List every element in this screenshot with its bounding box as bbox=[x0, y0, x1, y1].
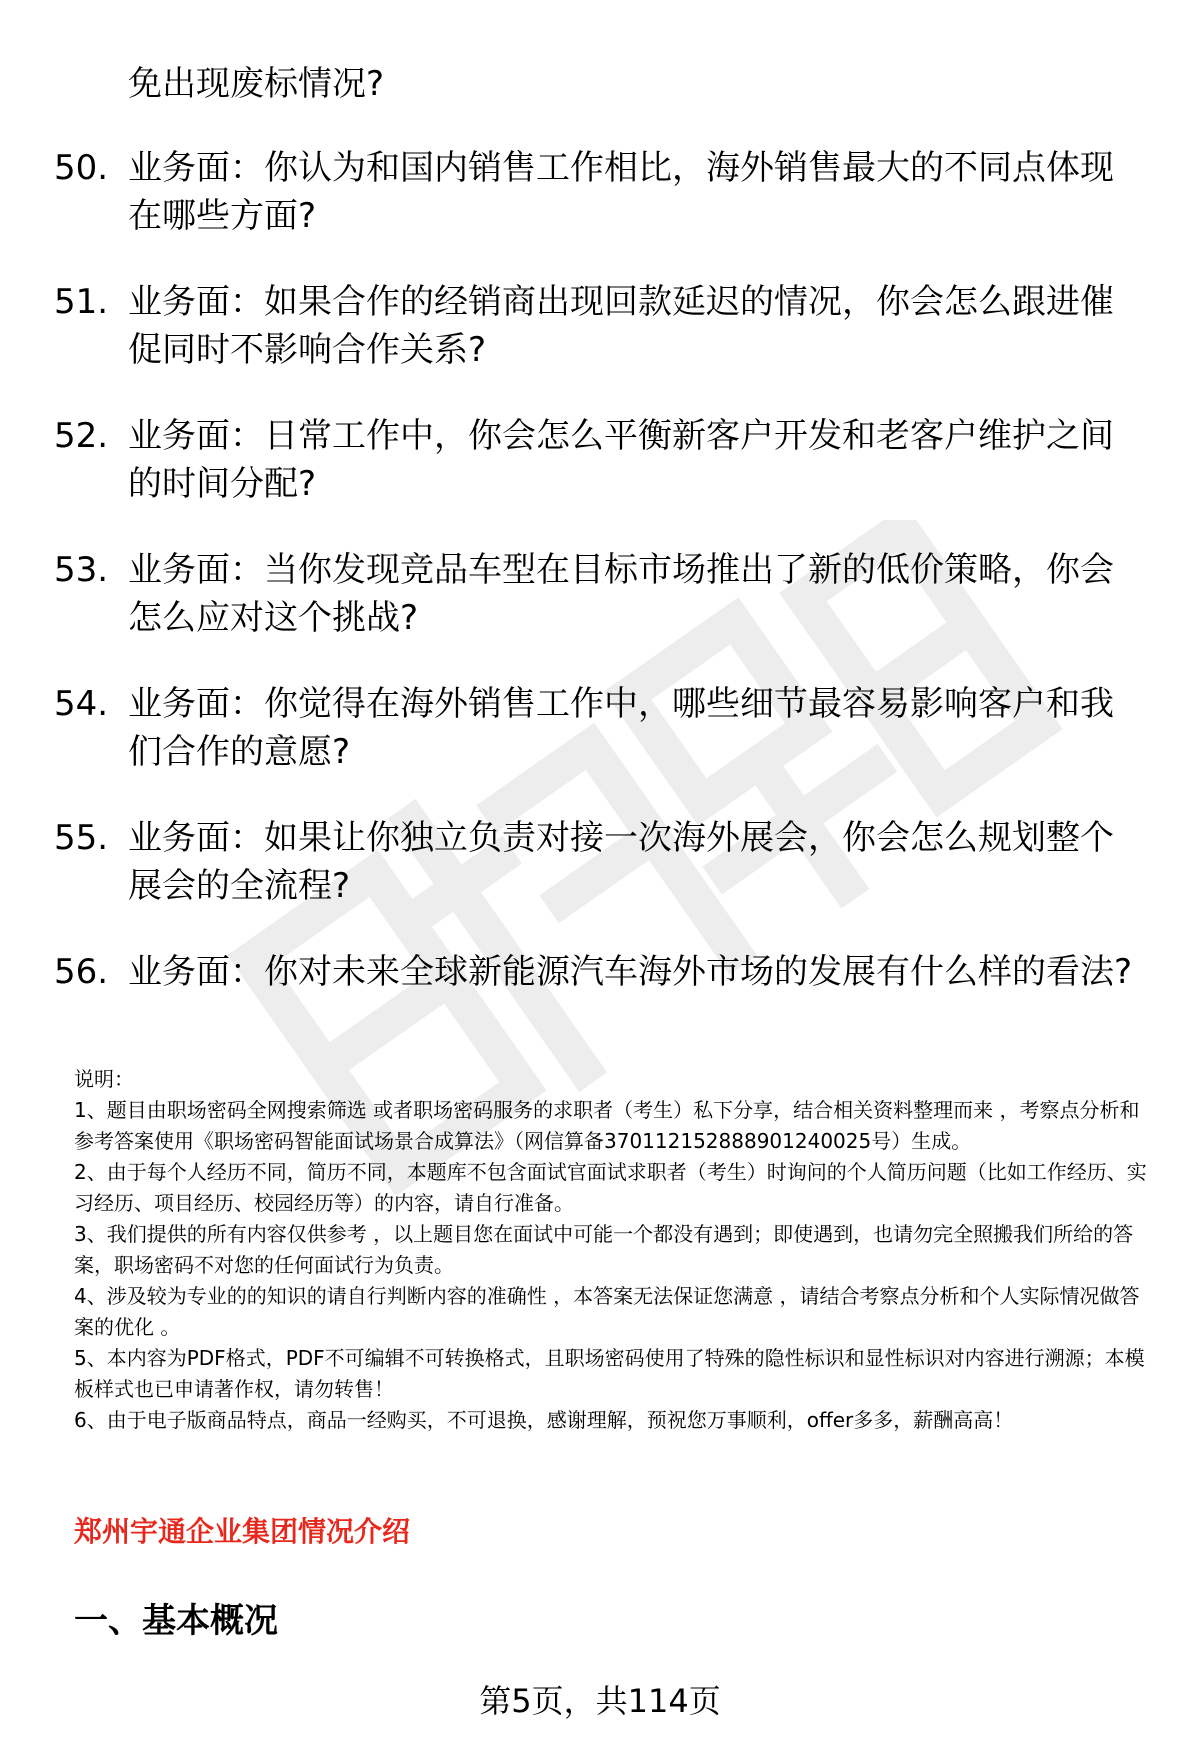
note-item: 1、题目由职场密码全网搜索筛选 或者职场密码服务的求职者（考生）私下分享，结合相关资料整理而来 ，考察点分析和参考答案使用《职场密码智能面试场景合成算法》（网信算备370112152888901240025号）生成。 bbox=[74, 1098, 1140, 1153]
question-item bbox=[54, 948, 1154, 996]
note-item: 3、我们提供的所有内容仅供参考 ，以上题目您在面试中可能一个都没有遇到；即使遇到，也请勿完全照搬我们所给的答案，职场密码不对您的任何面试行为负责。 bbox=[74, 1222, 1134, 1277]
company-title: 郑州宇通企业集团情况介绍 bbox=[74, 1515, 411, 1548]
question-number: 56. bbox=[54, 952, 109, 992]
question-text: 业务面：当你发现竞品车型在目标市场推出了新的低价策略，你会怎么应对这个挑战? bbox=[128, 550, 1114, 638]
question-number: 55. bbox=[54, 818, 109, 858]
question-number: 54. bbox=[54, 684, 109, 724]
question-number: 51. bbox=[54, 282, 109, 322]
question-text: 业务面：你认为和国内销售工作相比，海外销售最大的不同点体现在哪些方面? bbox=[128, 148, 1114, 236]
question-item bbox=[54, 278, 1154, 374]
question-text: 业务面：如果合作的经销商出现回款延迟的情况，你会怎么跟进催促同时不影响合作关系? bbox=[128, 282, 1114, 370]
section-title: 一、基本概况 bbox=[74, 1601, 278, 1641]
question-item bbox=[54, 546, 1154, 642]
question-item bbox=[54, 144, 1154, 240]
page-number-footer: 第5页，共114页 bbox=[479, 1682, 721, 1720]
question-text: 业务面：你觉得在海外销售工作中，哪些细节最容易影响客户和我们合作的意愿? bbox=[128, 684, 1114, 772]
question-number: 52. bbox=[54, 416, 109, 456]
question-continuation: 免出现废标情况? bbox=[128, 64, 385, 104]
question-number: 53. bbox=[54, 550, 109, 590]
question-item bbox=[54, 412, 1154, 508]
notes-section bbox=[74, 1064, 1154, 1436]
question-text: 业务面：如果让你独立负责对接一次海外展会，你会怎么规划整个展会的全流程? bbox=[128, 818, 1114, 906]
question-number: 50. bbox=[54, 148, 109, 188]
note-item: 4、涉及较为专业的的知识的请自行判断内容的准确性 ，本答案无法保证您满意 ，请结合考察点分析和个人实际情况做答案的优化 。 bbox=[74, 1284, 1140, 1339]
note-item: 2、由于每个人经历不同，简历不同，本题库不包含面试官面试求职者（考生）时询问的个人简历问题（比如工作经历、实习经历、项目经历、校园经历等）的内容，请自行准备。 bbox=[74, 1160, 1147, 1215]
note-item: 5、本内容为PDF格式，PDF不可编辑不可转换格式，且职场密码使用了特殊的隐性标识和显性标识对内容进行溯源；本模板样式也已申请著作权，请勿转售！ bbox=[74, 1346, 1145, 1401]
question-text: 业务面：日常工作中，你会怎么平衡新客户开发和老客户维护之间的时间分配? bbox=[128, 416, 1114, 504]
note-item: 6、由于电子版商品特点，商品一经购买，不可退换，感谢理解，预祝您万事顺利，offer多多，薪酬高高！ bbox=[74, 1408, 1014, 1432]
notes-heading: 说明： bbox=[74, 1067, 134, 1091]
question-list bbox=[54, 144, 1154, 1034]
question-item bbox=[54, 680, 1154, 776]
question-text: 业务面：你对未来全球新能源汽车海外市场的发展有什么样的看法? bbox=[128, 952, 1133, 992]
question-item bbox=[54, 814, 1154, 910]
